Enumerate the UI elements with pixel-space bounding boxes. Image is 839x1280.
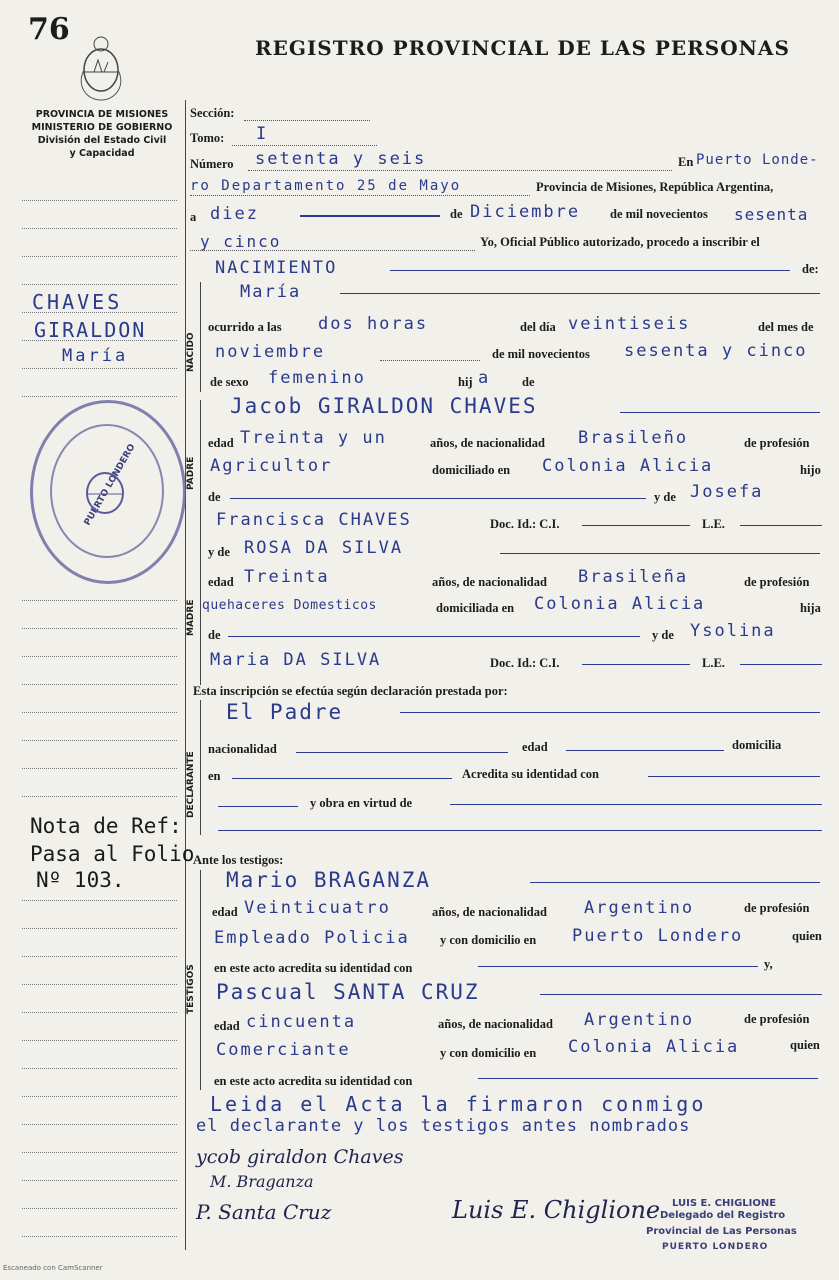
acto-field	[390, 270, 790, 271]
witness2-name-field	[540, 994, 822, 995]
witness1-edad-label: edad	[212, 905, 238, 919]
declarante-edad-field	[566, 750, 724, 751]
numero-value: setenta y seis	[255, 149, 427, 169]
de-label: de	[450, 207, 463, 221]
en-label: En	[678, 155, 694, 169]
padre-edad-label: edad	[208, 436, 234, 450]
margin-line	[22, 900, 177, 901]
madre-bracket	[200, 555, 201, 685]
del-dia-label: del día	[520, 320, 556, 334]
declarante-extra-field	[218, 830, 822, 831]
margin-line	[22, 1208, 177, 1209]
witness2-domicilio-value: Colonia Alicia	[568, 1037, 740, 1057]
madre-profesion-value: quehaceres Domesticos	[202, 598, 377, 613]
witness1-domicilio-label: y con domicilio en	[440, 933, 537, 947]
witness1-acredita-label: en este acto acredita su identidad con	[214, 961, 413, 975]
signature-witness1: M. Braganza	[210, 1172, 314, 1191]
padre-section-label: PADRE	[186, 456, 196, 490]
madre-y-de-label: y de	[208, 545, 230, 559]
declarante-intro: Esta inscripción se efectúa según declaración prestada por:	[193, 684, 508, 698]
padre-y-de-label: y de	[654, 490, 676, 504]
madre-nacionalidad-label: años, de nacionalidad	[432, 575, 547, 589]
stamp-line-4: PUERTO LONDERO	[662, 1242, 769, 1252]
hora-value: dos horas	[318, 314, 429, 334]
margin-surname-1: CHAVES	[32, 290, 123, 314]
witness1-nacionalidad-value: Argentino	[584, 898, 695, 918]
hij-de-label: de	[522, 375, 535, 389]
padre-father-field	[230, 498, 646, 499]
de-colon-label: de:	[802, 262, 819, 276]
father-name-field	[620, 412, 820, 413]
margin-note-line-2: Pasa al Folio	[30, 842, 195, 866]
madre-de-label: de	[208, 628, 221, 642]
declarante-obra-field	[450, 804, 822, 805]
seal-crest-icon	[80, 468, 130, 518]
a-label: a	[190, 210, 197, 224]
margin-line	[22, 1068, 177, 1069]
margin-line	[22, 284, 177, 285]
mother-name: ROSA DA SILVA	[244, 538, 404, 558]
padre-hijo-label: hijo	[800, 463, 821, 477]
witness1-y-label: y,	[764, 957, 773, 971]
acto-value: NACIMIENTO	[215, 258, 338, 278]
margin-line	[22, 1012, 177, 1013]
hij-label: hij	[458, 375, 473, 389]
witness1-name-field	[530, 882, 820, 883]
madre-le-label: L.E.	[702, 656, 725, 670]
madre-father-field	[228, 636, 640, 637]
margin-line	[22, 1236, 177, 1237]
declarante-en-label: en	[208, 769, 221, 783]
day-value: diez	[210, 204, 259, 224]
numero-field	[248, 170, 672, 171]
mil-novecientos-label: de mil novecientos	[610, 207, 708, 221]
declarante-obra-lead	[218, 806, 298, 807]
declarante-bracket	[200, 700, 201, 835]
seal-text: PUERTO LONDERO	[82, 442, 138, 528]
place-value-2: ro Departamento 25 de Mayo	[190, 178, 462, 194]
padre-mother-value-2: Francisca CHAVES	[216, 510, 412, 530]
padre-edad-value: Treinta y un	[240, 428, 387, 448]
padre-doc-field	[582, 525, 690, 526]
witness1-acredita-field	[478, 966, 758, 967]
stamp-line-2: Delegado del Registro	[660, 1210, 786, 1221]
padre-nacionalidad-label: años, de nacionalidad	[430, 436, 545, 450]
margin-line	[22, 396, 177, 397]
margin-note-line-1: Nota de Ref:	[30, 814, 182, 838]
margin-line	[22, 956, 177, 957]
margin-line	[22, 984, 177, 985]
month-value: Diciembre	[470, 202, 581, 222]
madre-le-field	[740, 664, 822, 665]
margin-line	[22, 712, 177, 713]
child-name: María	[240, 282, 302, 302]
witness2-nacionalidad-label: años, de nacionalidad	[438, 1017, 553, 1031]
signature-witness2: P. Santa Cruz	[196, 1200, 332, 1224]
numero-label: Número	[190, 157, 234, 171]
declarante-en-field	[232, 778, 452, 779]
declarante-acredita-label: Acredita su identidad con	[462, 767, 599, 781]
margin-note-line-3: Nº 103.	[36, 868, 125, 892]
hij-value: a	[478, 368, 491, 388]
margin-line	[22, 1040, 177, 1041]
mes-value: noviembre	[215, 342, 326, 362]
oficial-text: Yo, Oficial Público autorizado, procedo a inscribir el	[480, 235, 760, 249]
margin-line	[22, 1152, 177, 1153]
sexo-label: de sexo	[210, 375, 249, 389]
witness1-quien-label: quien	[792, 929, 822, 943]
witness2-profesion-label: de profesión	[744, 1012, 810, 1026]
issuing-authority: PROVINCIA DE MISIONES MINISTERIO DE GOBIERNO División del Estado Civil y Capacidad	[31, 109, 173, 159]
anio-value: sesenta y cinco	[624, 341, 808, 361]
registry-title: REGISTRO PROVINCIAL DE LAS PERSONAS	[255, 36, 790, 60]
scanner-footer: Escaneado con CamScanner	[3, 1264, 103, 1272]
witness2-profesion-value: Comerciante	[216, 1040, 351, 1060]
padre-le-field	[740, 525, 822, 526]
declarante-edad-label: edad	[522, 740, 548, 754]
place-field	[190, 195, 530, 196]
margin-given-name: María	[62, 346, 129, 366]
del-mes-label: del mes de	[758, 320, 814, 334]
sexo-value: femenino	[268, 368, 366, 388]
father-name: Jacob GIRALDON CHAVES	[230, 394, 538, 418]
madre-hija-label: hija	[800, 601, 821, 615]
margin-line	[22, 796, 177, 797]
padre-le-label: L.E.	[702, 517, 725, 531]
padre-mother-value-1: Josefa	[690, 482, 764, 502]
margin-line	[22, 1124, 177, 1125]
witness2-nacionalidad-value: Argentino	[584, 1010, 695, 1030]
margin-divider	[185, 100, 186, 1250]
anio-label: de mil novecientos	[492, 347, 590, 361]
witness2-name: Pascual SANTA CRUZ	[216, 980, 480, 1004]
year-value-1: sesenta	[734, 205, 809, 224]
margin-line	[22, 228, 177, 229]
signature-father: ycob giraldon Chaves	[196, 1146, 404, 1168]
page-number: 76	[28, 12, 70, 47]
witness2-edad-value: cincuenta	[246, 1012, 357, 1032]
tomo-value: I	[256, 124, 269, 144]
declarante-field	[400, 712, 820, 713]
witness2-acredita-field	[478, 1078, 818, 1079]
margin-line	[22, 628, 177, 629]
tomo-label: Tomo:	[190, 131, 225, 145]
margin-line	[22, 1096, 177, 1097]
witness2-acredita-label: en este acto acredita su identidad con	[214, 1074, 413, 1088]
seccion-label: Sección:	[190, 106, 235, 120]
madre-edad-label: edad	[208, 575, 234, 589]
padre-de-label: de	[208, 490, 221, 504]
seccion-field	[244, 120, 370, 121]
margin-line	[22, 1180, 177, 1181]
margin-line	[22, 200, 177, 201]
year-value-2: y cinco	[200, 232, 282, 251]
declarante-acredita-field	[648, 776, 820, 777]
padre-nacionalidad-value: Brasileño	[578, 428, 689, 448]
witness1-nacionalidad-label: años, de nacionalidad	[432, 905, 547, 919]
child-name-field	[340, 293, 820, 294]
padre-profesion-label: de profesión	[744, 436, 810, 450]
signature-officer: Luis E. Chiglione	[452, 1196, 661, 1224]
witness2-domicilio-label: y con domicilio en	[440, 1046, 537, 1060]
madre-section-label: MADRE	[186, 599, 196, 636]
declarante-value: El Padre	[226, 700, 344, 724]
madre-profesion-label: de profesión	[744, 575, 810, 589]
witness2-edad-label: edad	[214, 1019, 240, 1033]
year-field	[190, 250, 475, 251]
margin-line	[22, 740, 177, 741]
madre-mother-value-1: Ysolina	[690, 621, 776, 641]
ocurrido-label: ocurrido a las	[208, 320, 282, 334]
province-text: Provincia de Misiones, República Argentina,	[536, 180, 774, 194]
witness1-edad-value: Veinticuatro	[244, 898, 391, 918]
tomo-field	[232, 145, 377, 146]
declarante-nacionalidad-field	[296, 752, 508, 753]
madre-y-de2-label: y de	[652, 628, 674, 642]
madre-domicilio-value: Colonia Alicia	[534, 594, 706, 614]
place-value-1: Puerto Londe-	[696, 152, 819, 168]
padre-domicilio-label: domiciliado en	[432, 463, 511, 477]
margin-line	[22, 768, 177, 769]
padre-profesion-value: Agricultor	[210, 456, 333, 476]
margin-line	[22, 684, 177, 685]
testigos-section-label: TESTIGOS	[186, 964, 196, 1014]
closing-line-1: Leida el Acta la firmaron conmigo	[210, 1092, 707, 1116]
margin-line	[22, 656, 177, 657]
padre-doc-label: Doc. Id.: C.I.	[490, 517, 560, 531]
nacido-bracket	[200, 282, 201, 392]
madre-edad-value: Treinta	[244, 567, 330, 587]
declarante-nacionalidad-label: nacionalidad	[208, 742, 277, 756]
witness1-name: Mario BRAGANZA	[226, 868, 432, 892]
dia-value: veintiseis	[568, 314, 691, 334]
madre-domicilio-label: domiciliada en	[436, 601, 515, 615]
witness2-quien-label: quien	[790, 1038, 820, 1052]
testigos-bracket	[200, 870, 201, 1090]
madre-doc-field	[582, 664, 690, 665]
mes-field	[380, 360, 480, 361]
padre-domicilio-value: Colonia Alicia	[542, 456, 714, 476]
witness1-profesion-label: de profesión	[744, 901, 810, 915]
margin-line	[22, 368, 177, 369]
mother-name-field	[500, 553, 820, 554]
declarante-domicilia-label: domicilia	[732, 738, 782, 752]
madre-mother-value-2: Maria DA SILVA	[210, 650, 382, 670]
madre-nacionalidad-value: Brasileña	[578, 567, 689, 587]
witness1-domicilio-value: Puerto Londero	[572, 926, 744, 946]
madre-doc-label: Doc. Id.: C.I.	[490, 656, 560, 670]
testigos-intro: Ante los testigos:	[193, 853, 284, 867]
stamp-line-1: LUIS E. CHIGLIONE	[672, 1198, 777, 1209]
day-filler	[300, 215, 440, 217]
nacido-section-label: NACIDO	[186, 332, 196, 372]
margin-line	[22, 600, 177, 601]
stamp-line-3: Provincial de Las Personas	[646, 1226, 797, 1237]
margin-line	[22, 928, 177, 929]
witness1-profesion-value: Empleado Policia	[214, 928, 410, 948]
declarante-section-label: DECLARANTE	[186, 751, 196, 818]
margin-line	[22, 256, 177, 257]
closing-line-2: el declarante y los testigos antes nombrados	[196, 1116, 691, 1136]
padre-bracket	[200, 400, 201, 560]
margin-surname-2: GIRALDON	[34, 318, 147, 342]
declarante-obra-label: y obra en virtud de	[310, 796, 413, 810]
national-crest-icon	[76, 30, 126, 104]
